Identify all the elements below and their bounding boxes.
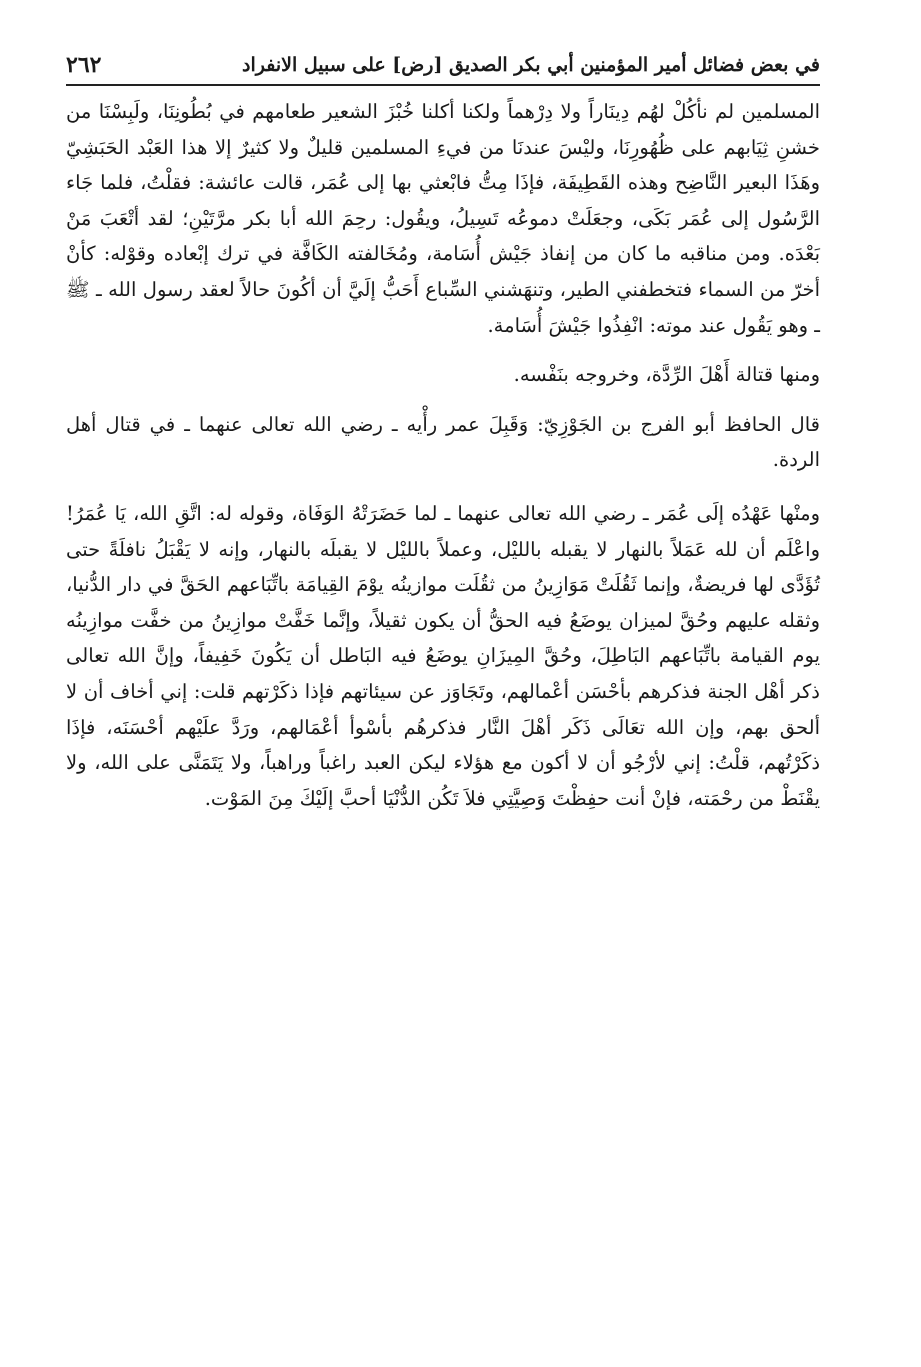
paragraph-2: ومنها قتالة أَهْلَ الرِّدَّة، وخروجه بنَفْسه. xyxy=(513,363,820,387)
paragraph-4: ومنْها عَهْدُه إلَى عُمَر ـ رضي الله تعالى عنهما ـ لما حَضَرَتْهُ الوَفَاة، وقوله له: اتَّقِ الله، يَا عُمَرُ! واعْلَم أن لله عَمَلاً بالنهار لا يقبله بالليْل، وعملاً بالليْل لا يقبلَه بالنهار، وإنه لا يَقْبَلُ نافلَةً حتى تُؤَدَّى لها فريضةٌ، وإنما ثَقُلَتْ مَوَازِينُ من ثقُلَت موازينُه يوْمَ القِيامَة باتِّبَاعهم الحَقَّ في دار الدُّنيا، وثقله عليهم وحُقَّ لميزان يوضَعُ فيه الحقُّ أن يكون ثقيلاً، وإنَّما خَفَّتْ موازِينُ من خفَّت موازِينُه يوم القيامة باتِّبَاعهم البَاطِلَ، وحُقَّ المِيزَانِ يوضَعُ فيه البَاطل أن يَكُونَ خَفِيفاً، وإنَّ الله تعالى ذكر أهْل الجنة فذكرهم بأحْسَن أعْمالهم، وتَجَاوَز عن سيئاتهم فإذا ذكَرْتهم قلت: إني أخاف أن لا ألحق بهم، وإن الله تعَالَى ذَكَر أهْلَ النَّار فذكرهُم بأسْوأ أعْمَالهم، ورَدَّ علَيْهم أحْسَنَه، فإذَا ذكَرْتُهم، قلْتُ: إني لأرْجُو أن لا أكون مع هؤلاء ليكن العبد راغباً وراهباً، ولا يَتَمَنَّى على الله، ولا يقْنَطْ من رحْمَته، فإنْ أنت حفِظْتَ وَصِيَّتِي فلاَ تَكُن الدُّنْيَا أحبَّ إلَيْكَ مِنَ المَوْت. xyxy=(66,501,820,810)
paragraph-3: قال الحافظ أبو الفرج بن الجَوْزِيّ: وَقَبِلَ عمر رأْيه ـ رضي الله تعالى عنهما ـ في قتال أهل الردة. xyxy=(66,412,820,472)
paragraph-1: المسلمين لم نأكُلْ لهُم دِينَاراً ولا دِرْهماً ولكنا أكلنا خُبْزَ الشعير طعامهم في بُطُونِنَا، ولَبِسْنَا من خشنِ ثِيَابهم على ظُهُورِنَا، وليْسَ عندنَا من فيءِ المسلمين قليلٌ ولا كثيرٌ إلا هذا العَبْد الحَبَشِيّ وهَذَا البعير النَّاضِح وهذه القَطِيفَة، فإذَا مِتُّ فابْعثي بها إلى عُمَر، قالت عائشة: فقلْتُ، فلما جَاء الرَّسُول إلى عُمَر بَكَى، وجعَلَتْ دموعُه تَسِيلُ، ويقُول: رحِمَ الله أبا بكر مرَّتَيْنِ؛ لقد أتْعَبَ مَنْ بَعْدَه. ومن مناقبه ما كان من إنفاذ جَيْش أُسَامة، ومُخَالفته الكَافَّة في ترك إبْعاده وقوْله: كأنْ أخرّ من السماء فتخطفني الطير، وتنهَشني السِّباع أَحَبُّ إلَيَّ أن أكُونَ حالاً لعقد رسول الله ـ ﷺ ـ وهو يَقُول عند موته: انْفِذُوا جَيْشَ أُسَامة. xyxy=(66,100,820,337)
header-title: في بعض فضائل أمير المؤمنين أبي بكر الصديق [رض] على سبيل الانفراد xyxy=(241,54,820,76)
page-number: ٢٦٢ xyxy=(66,52,102,78)
running-header xyxy=(66,40,820,86)
body-text xyxy=(66,94,820,816)
document-page xyxy=(66,40,820,816)
